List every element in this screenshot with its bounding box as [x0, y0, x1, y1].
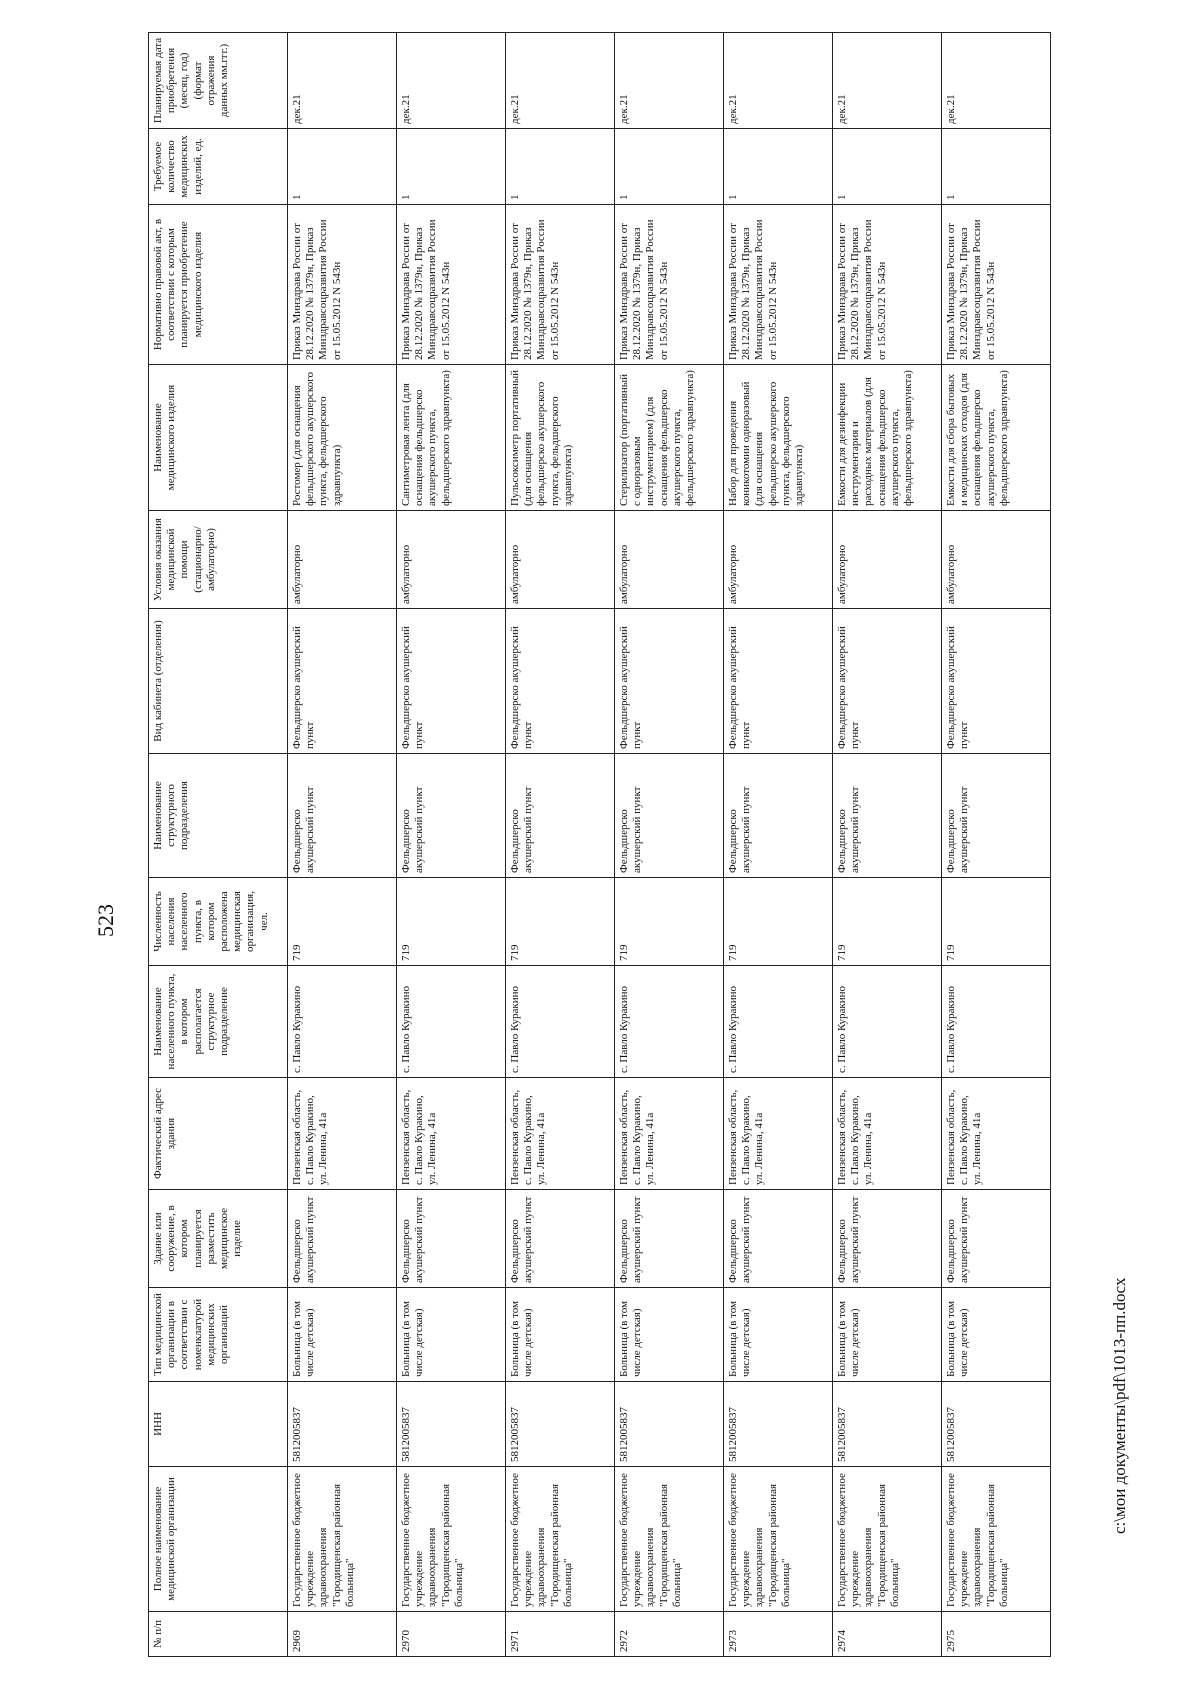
header-cell: Фактический адрес здания [149, 1078, 288, 1190]
row-number: 2970 [397, 1612, 506, 1657]
planned-date: дек.21 [724, 33, 833, 129]
address: Пензенская область, с. Павло Куракино, ул. Ленина, 41а [724, 1078, 833, 1190]
planned-date: дек.21 [615, 33, 724, 129]
table-row [397, 33, 506, 1657]
device-name: Ростомер (для оснащения фельдшерского акушерского пункта, фельдшерского здравпункта) [288, 365, 397, 511]
building: Фельдшерско акушерский пункт [397, 1190, 506, 1288]
device-name: Емкости для сбора бытовых и медицинских отходов (для оснащения фельдшерско акушерского пункта, фельдшерского здравпункта) [942, 365, 1051, 511]
organization-type: Больница (в том числе детская) [615, 1288, 724, 1382]
organization-name: Государственное бюджетное учреждение здравоохранения "Городищенская районная больница" [724, 1467, 833, 1612]
planned-date: дек.21 [397, 33, 506, 129]
subdivision: Фельдшерско акушерский пункт [833, 754, 942, 878]
row-number: 2973 [724, 1612, 833, 1657]
row-number: 2972 [615, 1612, 724, 1657]
subdivision: Фельдшерско акушерский пункт [942, 754, 1051, 878]
device-name: Стерилизатор (портативный с одноразовым инструментарием) (для оснащения фельдшерско акушерского пункта, фельдшерского здравпункта) [615, 365, 724, 511]
organization-type: Больница (в том числе детская) [288, 1288, 397, 1382]
subdivision: Фельдшерско акушерский пункт [288, 754, 397, 878]
settlement: с. Павло Куракино [506, 966, 615, 1078]
legal-act: Приказ Минздрава России от 28.12.2020 № 1379н, Приказ Минздравсоцразвития России от 15.05.2012 N 543н [942, 205, 1051, 365]
row-number: 2971 [506, 1612, 615, 1657]
quantity: 1 [397, 129, 506, 205]
settlement: с. Павло Куракино [724, 966, 833, 1078]
table-body [288, 33, 1051, 1657]
row-number: 2975 [942, 1612, 1051, 1657]
cabinet-type: Фельдшерско акушерский пункт [615, 609, 724, 754]
header-cell: Наименование населенного пункта, в котором располагается структурное подразделение [149, 966, 288, 1078]
organization-type: Больница (в том числе детская) [397, 1288, 506, 1382]
header-cell: Полное наименование медицинской организации [149, 1467, 288, 1612]
header-cell: Наименование медицинского изделия [149, 365, 288, 511]
inn: 5812005837 [833, 1382, 942, 1467]
planned-date: дек.21 [506, 33, 615, 129]
subdivision: Фельдшерско акушерский пункт [397, 754, 506, 878]
planned-date: дек.21 [942, 33, 1051, 129]
table-row [942, 33, 1051, 1657]
subdivision: Фельдшерско акушерский пункт [615, 754, 724, 878]
address: Пензенская область, с. Павло Куракино, ул. Ленина, 41а [506, 1078, 615, 1190]
care-conditions: амбулаторно [724, 511, 833, 609]
settlement: с. Павло Куракино [833, 966, 942, 1078]
organization-name: Государственное бюджетное учреждение здравоохранения "Городищенская районная больница" [942, 1467, 1051, 1612]
settlement: с. Павло Куракино [615, 966, 724, 1078]
address: Пензенская область, с. Павло Куракино, ул. Ленина, 41а [615, 1078, 724, 1190]
population: 719 [833, 878, 942, 966]
inn: 5812005837 [942, 1382, 1051, 1467]
quantity: 1 [942, 129, 1051, 205]
building: Фельдшерско акушерский пункт [288, 1190, 397, 1288]
quantity: 1 [833, 129, 942, 205]
address: Пензенская область, с. Павло Куракино, ул. Ленина, 41а [288, 1078, 397, 1190]
care-conditions: амбулаторно [833, 511, 942, 609]
quantity: 1 [615, 129, 724, 205]
organization-type: Больница (в том числе детская) [506, 1288, 615, 1382]
population: 719 [615, 878, 724, 966]
device-name: Сантиметровая лента (для оснащения фельдшерско акушерского пункта, фельдшерского здравпункта) [397, 365, 506, 511]
device-name: Пульсоксиметр портативный (для оснащения фельдшерско акушерского пункта, фельдшерского здравпункта) [506, 365, 615, 511]
population: 719 [288, 878, 397, 966]
organization-name: Государственное бюджетное учреждение здравоохранения "Городищенская районная больница" [506, 1467, 615, 1612]
inn: 5812005837 [397, 1382, 506, 1467]
settlement: с. Павло Куракино [942, 966, 1051, 1078]
inn: 5812005837 [288, 1382, 397, 1467]
equipment-table [148, 32, 1051, 1657]
quantity: 1 [506, 129, 615, 205]
table-row [288, 33, 397, 1657]
address: Пензенская область, с. Павло Куракино, ул. Ленина, 41а [397, 1078, 506, 1190]
inn: 5812005837 [724, 1382, 833, 1467]
cabinet-type: Фельдшерско акушерский пункт [288, 609, 397, 754]
row-number: 2974 [833, 1612, 942, 1657]
row-number: 2969 [288, 1612, 397, 1657]
building: Фельдшерско акушерский пункт [615, 1190, 724, 1288]
table-row [833, 33, 942, 1657]
legal-act: Приказ Минздрава России от 28.12.2020 № 1379н, Приказ Минздравсоцразвития России от 15.05.2012 N 543н [506, 205, 615, 365]
table-head [149, 33, 288, 1657]
quantity: 1 [288, 129, 397, 205]
building: Фельдшерско акушерский пункт [506, 1190, 615, 1288]
quantity: 1 [724, 129, 833, 205]
table-row [615, 33, 724, 1657]
planned-date: дек.21 [833, 33, 942, 129]
header-cell: ИНН [149, 1382, 288, 1467]
organization-name: Государственное бюджетное учреждение здравоохранения "Городищенская районная больница" [288, 1467, 397, 1612]
header-cell: Условия оказания медицинской помощи (стационарно/ амбулаторно) [149, 511, 288, 609]
device-name: Емкости для дезинфекции инструментария и расходных материалов (для оснащения фельдшерско акушерского пункта, фельдшерского здравпункта) [833, 365, 942, 511]
care-conditions: амбулаторно [615, 511, 724, 609]
settlement: с. Павло Куракино [397, 966, 506, 1078]
subdivision: Фельдшерско акушерский пункт [506, 754, 615, 878]
legal-act: Приказ Минздрава России от 28.12.2020 № 1379н, Приказ Минздравсоцразвития России от 15.05.2012 N 543н [724, 205, 833, 365]
organization-type: Больница (в том числе детская) [724, 1288, 833, 1382]
header-cell: Планируемая дата приобретения (месяц, год) (формат отражения данных мм.ггг.) [149, 33, 288, 129]
cabinet-type: Фельдшерско акушерский пункт [942, 609, 1051, 754]
device-name: Набор для проведения коникотомии одноразовый (для оснащения фельдшерско акушерского пункта, фельдшерского здравпункта) [724, 365, 833, 511]
table-row [724, 33, 833, 1657]
care-conditions: амбулаторно [397, 511, 506, 609]
organization-type: Больница (в том числе детская) [833, 1288, 942, 1382]
building: Фельдшерско акушерский пункт [724, 1190, 833, 1288]
cabinet-type: Фельдшерско акушерский пункт [724, 609, 833, 754]
header-cell: Тип медицинской организации в соответствии с номенклатурой медицинских организаций [149, 1288, 288, 1382]
address: Пензенская область, с. Павло Куракино, ул. Ленина, 41а [942, 1078, 1051, 1190]
population: 719 [397, 878, 506, 966]
header-cell: Численность населения населенного пункта, в котором расположена медицинская организация, чел. [149, 878, 288, 966]
header-cell: Здание или сооружение, в котором планируется разместить медицинское изделие [149, 1190, 288, 1288]
header-cell: Вид кабинета (отделения) [149, 609, 288, 754]
organization-name: Государственное бюджетное учреждение здравоохранения "Городищенская районная больница" [615, 1467, 724, 1612]
legal-act: Приказ Минздрава России от 28.12.2020 № 1379н, Приказ Минздравсоцразвития России от 15.05.2012 N 543н [615, 205, 724, 365]
inn: 5812005837 [615, 1382, 724, 1467]
care-conditions: амбулаторно [288, 511, 397, 609]
building: Фельдшерско акушерский пункт [942, 1190, 1051, 1288]
inn: 5812005837 [506, 1382, 615, 1467]
header-row [149, 33, 288, 1657]
address: Пензенская область, с. Павло Куракино, ул. Ленина, 41а [833, 1078, 942, 1190]
organization-type: Больница (в том числе детская) [942, 1288, 1051, 1382]
file-path-footer: c:\мои документы\pdf\1013-пп.docx [1110, 1277, 1129, 1534]
population: 719 [942, 878, 1051, 966]
planned-date: дек.21 [288, 33, 397, 129]
subdivision: Фельдшерско акушерский пункт [724, 754, 833, 878]
cabinet-type: Фельдшерско акушерский пункт [397, 609, 506, 754]
page-number: 523 [93, 904, 118, 937]
organization-name: Государственное бюджетное учреждение здравоохранения "Городищенская районная больница" [833, 1467, 942, 1612]
building: Фельдшерско акушерский пункт [833, 1190, 942, 1288]
population: 719 [506, 878, 615, 966]
organization-name: Государственное бюджетное учреждение здравоохранения "Городищенская районная больница" [397, 1467, 506, 1612]
settlement: с. Павло Куракино [288, 966, 397, 1078]
table-row [506, 33, 615, 1657]
care-conditions: амбулаторно [506, 511, 615, 609]
cabinet-type: Фельдшерско акушерский пункт [506, 609, 615, 754]
legal-act: Приказ Минздрава России от 28.12.2020 № 1379н, Приказ Минздравсоцразвития России от 15.05.2012 N 543н [288, 205, 397, 365]
population: 719 [724, 878, 833, 966]
cabinet-type: Фельдшерско акушерский пункт [833, 609, 942, 754]
header-cell: Требуемое количество медицинских изделий, ед. [149, 129, 288, 205]
header-cell: Наименование структурного подразделения [149, 754, 288, 878]
header-cell: Нормативно правовой акт, в соответствии с которым планируется приобретение медицинского изделия [149, 205, 288, 365]
legal-act: Приказ Минздрава России от 28.12.2020 № 1379н, Приказ Минздравсоцразвития России от 15.05.2012 N 543н [833, 205, 942, 365]
header-cell: № п/п [149, 1612, 288, 1657]
care-conditions: амбулаторно [942, 511, 1051, 609]
legal-act: Приказ Минздрава России от 28.12.2020 № 1379н, Приказ Минздравсоцразвития России от 15.05.2012 N 543н [397, 205, 506, 365]
